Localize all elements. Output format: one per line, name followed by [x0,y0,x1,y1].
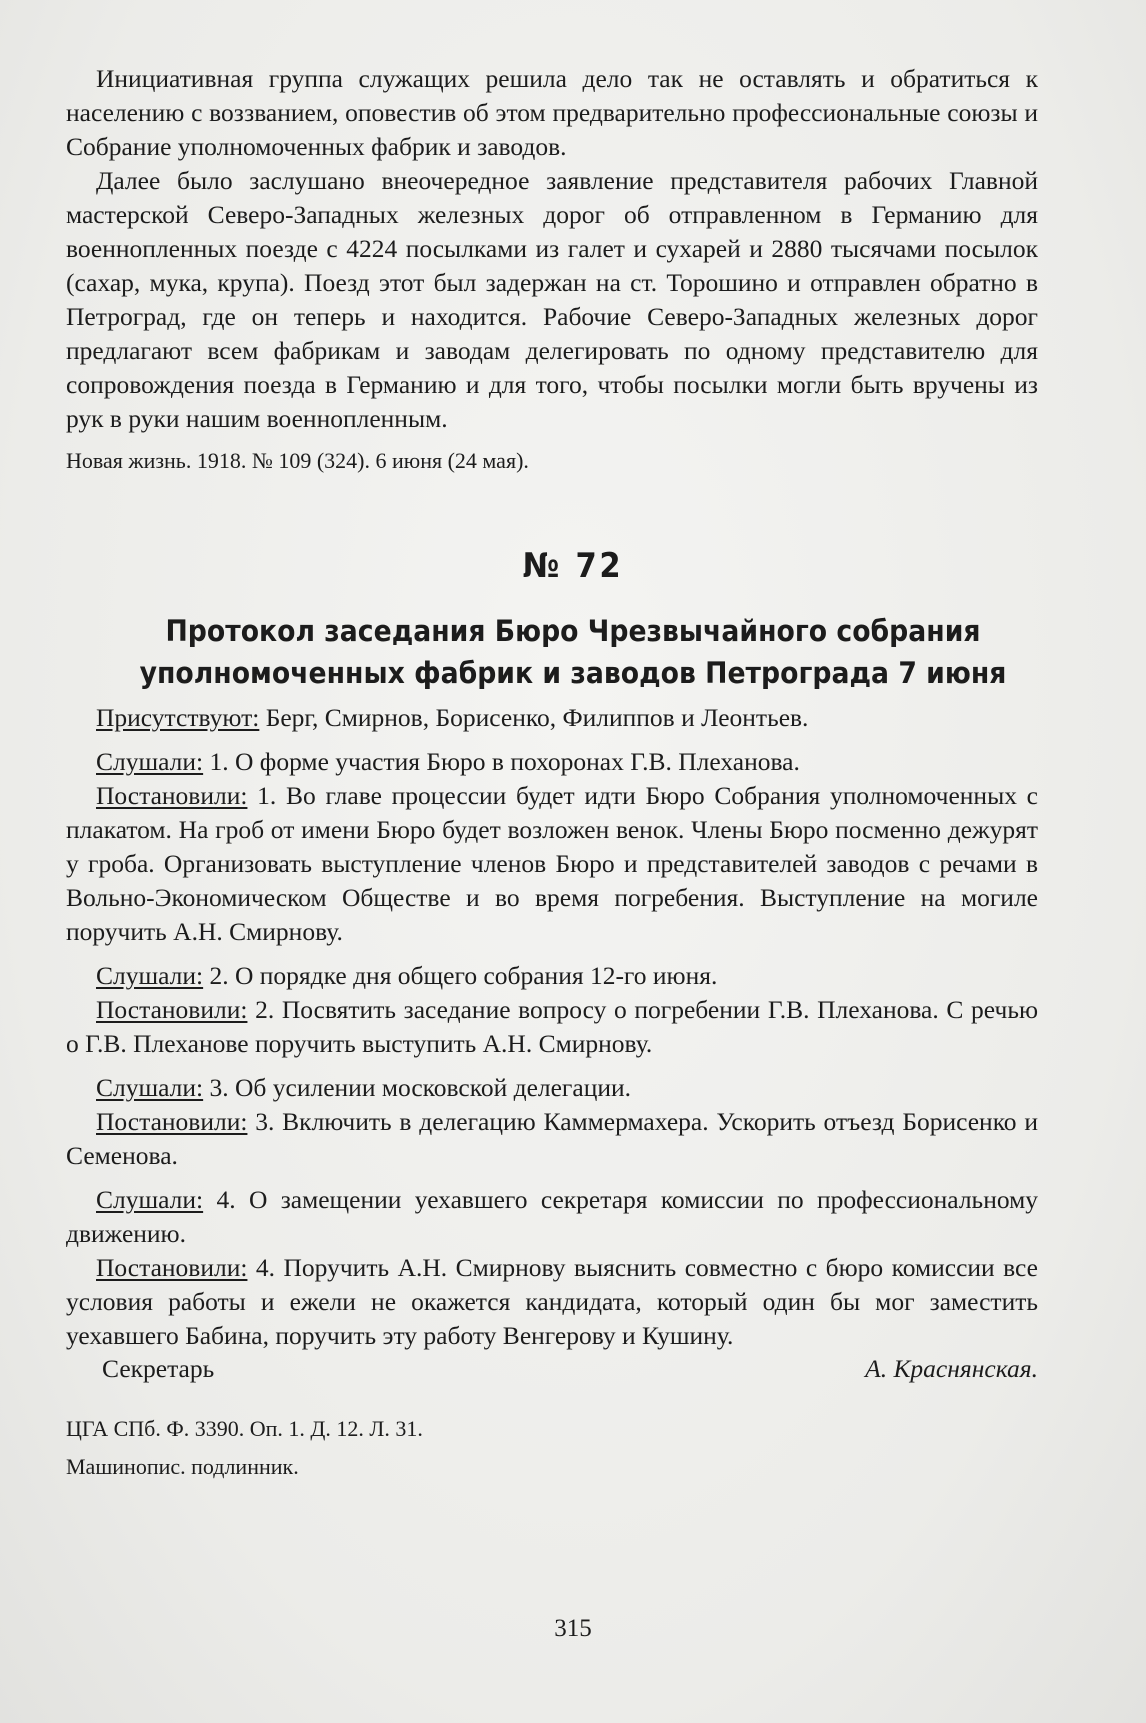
item-3-heard [66,1071,1038,1105]
document-number: № 72 [522,546,624,586]
item-3-decided [66,1105,1038,1173]
secretary-label: Секретарь [102,1354,215,1383]
item-2-decided-text: 2. Посвятить заседание вопросу о погребении Г.В. Плеханова. С речью о Г.В. Плеханове поручить выступить А.Н. Смирнову. [66,995,1038,1058]
item-3-decided-text: 3. Включить в делегацию Каммермахера. Ускорить отъезд Борисенко и Семенова. [66,1107,1038,1170]
intro-paragraph-1: Инициативная группа служащих решила дело так не оставлять и обратиться к населению с воззванием, оповестив об этом предварительно профессиональные союзы и Собрание уполномоченных фабрик и заводов. [66,64,1038,161]
item-3-heard-text: 3. Об усилении московской делегации. [203,1073,632,1102]
document-title-line-2: уполномоченных фабрик и заводов Петрограда 7 июня [139,656,1007,690]
item-1-heard [66,745,1038,779]
secretary-name: А. Краснянская. [865,1354,1038,1383]
intro-paragraph-2: Далее было заслушано внеочередное заявление представителя рабочих Главной мастерской Северо-Западных железных дорог об отправленном в Германию для военнопленных поезде с 4224 посылками из галет и сухарей и 2880 тысячами посылок (сахар, мука, крупа). Поезд этот был задержан на ст. Торошино и отправлен обратно в Петроград, где он теперь и находится. Рабочие Северо-Западных железных дорог предлагают всем фабрикам и заводам делегировать по одному представителю для сопровождения поезда в Германию и для того, чтобы посылки могли быть вручены из рук в руки нашим военнопленным. [66,166,1038,433]
heard-label: Слушали: [96,1185,204,1214]
item-1-decided-text: 1. Во главе процессии будет идти Бюро Собрания уполномоченных с плакатом. На гроб от имени Бюро будет возложен венок. Члены Бюро посменно дежурят у гроба. Организовать выступление членов Бюро и представителей заводов с речами в Вольно-Экономическом Обществе и во время погребения. Выступление на могиле поручить А.Н. Смирнову. [66,781,1038,946]
protocol-body [66,701,1038,1353]
item-4-heard [66,1183,1038,1251]
attendees-label: Присутствуют: [96,703,260,732]
item-2-heard-text: 2. О порядке дня общего собрания 12-го июня. [203,961,718,990]
item-1-decided [66,779,1038,949]
item-2-heard [66,959,1038,993]
archive-note: Машинопис. подлинник. [66,1454,299,1479]
archive-info [66,1410,423,1486]
item-4-heard-text: 4. О замещении уехавшего секретаря комиссии по профессиональному движению. [66,1185,1038,1248]
decided-label: Постановили: [96,1253,248,1282]
heard-label: Слушали: [96,1073,204,1102]
item-1-heard-text: 1. О форме участия Бюро в похоронах Г.В. Плеханова. [203,747,800,776]
intro-source: Новая жизнь. 1918. № 109 (324). 6 июня (24 мая). [66,448,529,473]
decided-label: Постановили: [96,995,248,1024]
attendees-line [66,701,1038,735]
attendees-text: Берг, Смирнов, Борисенко, Филиппов и Леонтьев. [259,703,809,732]
document-title [40,610,1106,694]
archive-reference: ЦГА СПб. Ф. 3390. Оп. 1. Д. 12. Л. 31. [66,1416,423,1441]
page-number: 315 [554,1615,592,1642]
heard-label: Слушали: [96,747,204,776]
item-4-decided-text: 4. Поручить А.Н. Смирнову выяснить совместно с бюро комиссии все условия работы и ежели не окажется кандидата, который один бы мог заместить уехавшего Бабина, поручить эту работу Венгерову и Кушину. [66,1253,1038,1350]
heard-label: Слушали: [96,961,204,990]
item-4-decided [66,1251,1038,1353]
intro-section [66,62,1038,476]
decided-label: Постановили: [96,781,248,810]
item-2-decided [66,993,1038,1061]
document-title-line-1: Протокол заседания Бюро Чрезвычайного собрания [165,614,981,648]
decided-label: Постановили: [96,1107,248,1136]
